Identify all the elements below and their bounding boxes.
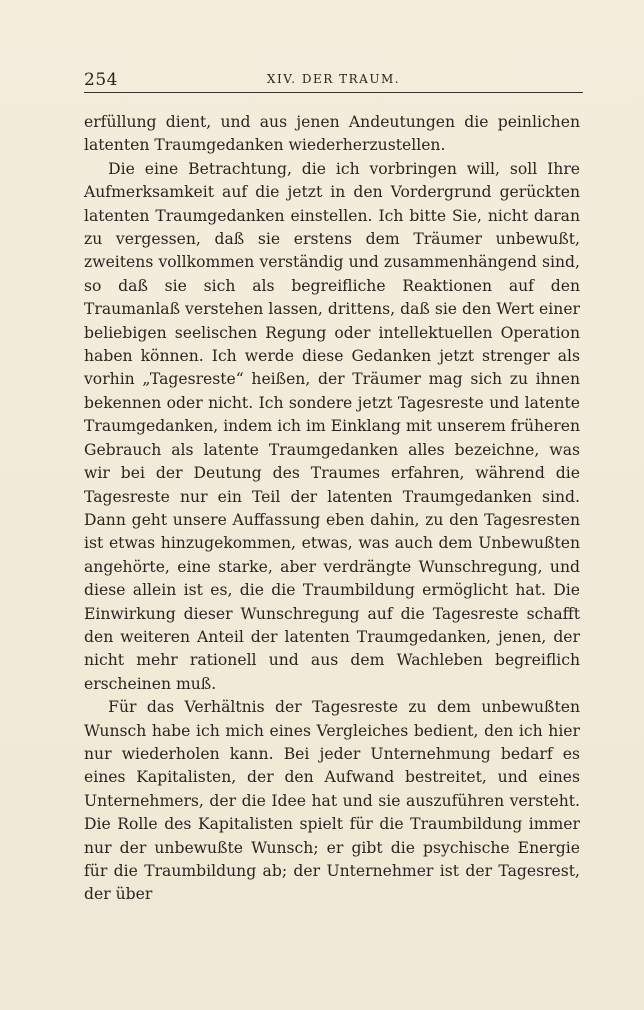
paragraph: Für das Verhältnis der Tagesreste zu dem unbewußten Wunsch habe ich mich eines Vergleiches bedient, den ich hier nur wiederholen kann. Bei jeder Unternehmung bedarf es eines Kapitalisten, der den Aufwand bestreitet, und eines Unternehmers, der die Idee hat und sie auszuführen versteht. Die Rolle des Kapitalisten spielt für die Traumbildung immer nur der unbewußte Wunsch; er gibt die psychische Energie für die Traumbildung ab; der Unternehmer ist der Tagesrest, der über xyxy=(84,698,580,904)
running-head xyxy=(84,68,583,93)
body-text xyxy=(84,111,580,907)
paragraph-continuation: erfüllung dient, und aus jenen Andeutungen die peinlichen latenten Traumgedanken wiederherzustellen. xyxy=(84,113,580,155)
paragraph: Die eine Betrachtung, die ich vorbringen will, soll Ihre Aufmerksamkeit auf die jetzt in den Vordergrund gerückten latenten Traumgedanken einstellen. Ich bitte Sie, nicht daran zu vergessen, daß sie erstens dem Träumer unbewußt, zweitens vollkommen verständig und zusammenhängend sind, so daß sie sich als begreifliche Reaktionen auf den Traumanlaß verstehen lassen, drittens, daß sie den Wert einer beliebigen seelischen Regung oder intellektuellen Operation haben können. Ich werde diese Gedanken jetzt strenger als vorhin „Tagesreste“ heißen, der Träumer mag sich zu ihnen bekennen oder nicht. Ich sondere jetzt Tagesreste und latente Traumgedanken, indem ich im Einklang mit unserem früheren Gebrauch als latente Traumgedanken alles bezeichne, was wir bei der Deutung des Traumes erfahren, während die Tagesreste nur ein Teil der latenten Traumgedanken sind. Dann geht unsere Auffassung eben dahin, zu den Tagesresten ist etwas hinzugekommen, etwas, was auch dem Unbewußten angehörte, eine starke, aber verdrängte Wunschregung, und diese allein ist es, die die Traumbildung ermöglicht hat. Die Einwirkung dieser Wunschregung auf die Tagesreste schafft den weiteren Anteil der latenten Traumgedanken, jenen, der nicht mehr rationell und aus dem Wachleben begreiflich erscheinen muß. xyxy=(84,159,580,693)
page-number: 254 xyxy=(84,70,118,90)
chapter-title: XIV. DER TRAUM. xyxy=(266,72,401,86)
